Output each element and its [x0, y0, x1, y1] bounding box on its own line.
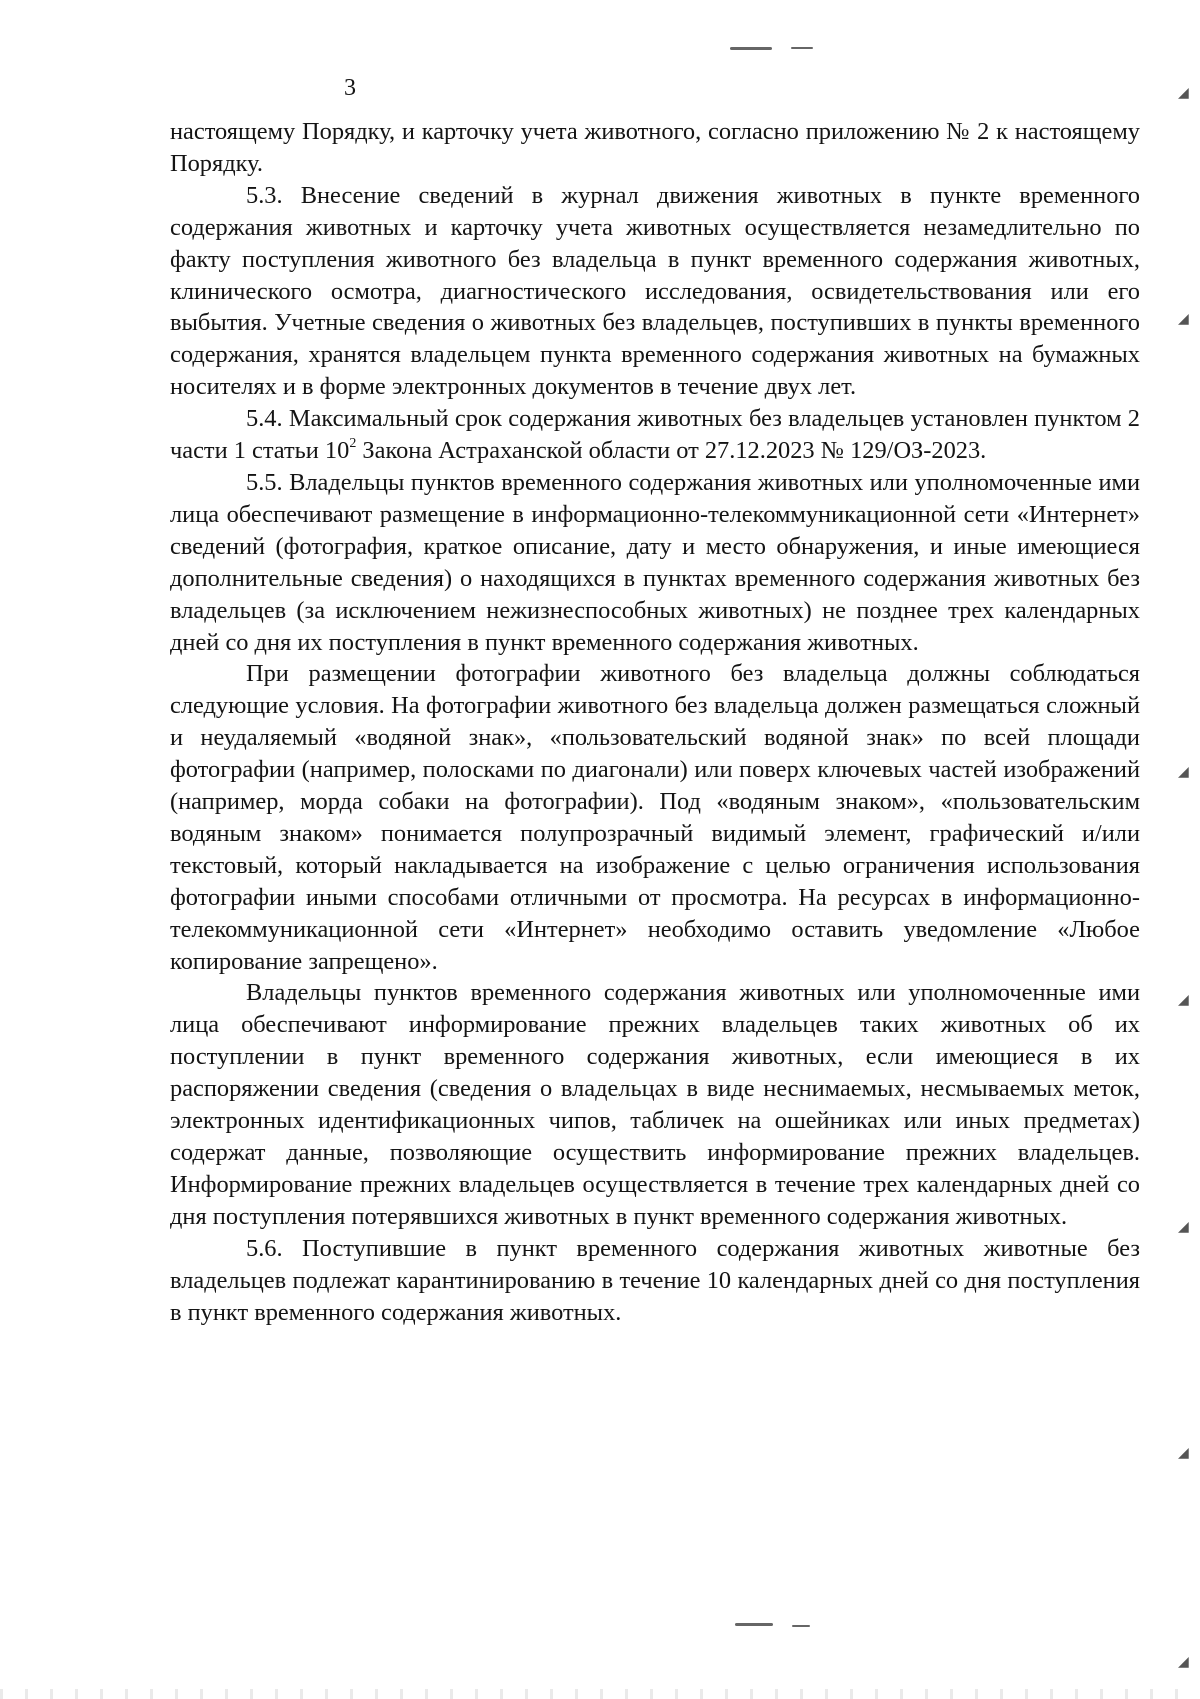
paragraph-5-6: 5.6. Поступившие в пункт временного содержания животных животные без владельцев подлежат карантинированию в течение 10 календарных дней со дня поступления в пункт временного содержания животных. [170, 1234, 1140, 1326]
scan-mark-bottom-small [792, 1625, 810, 1627]
scan-mark-top-small [791, 47, 813, 49]
paragraph-5-3: 5.3. Внесение сведений в журнал движения животных в пункте временного содержания животных и карточку учета животных осуществляется незамедлительно по факту поступления животного без владельца в пункт временного содержания животных, клинического осмотра, диагностического исследования, освидетельствования или его выбытия. Учетные сведения о животных без владельцев, поступивших в пункты временного содержания, хранятся владельцем пункта временного содержания животных на бумажных носителях и в форме электронных документов в течение двух лет. [170, 181, 1140, 401]
scan-edge-mark: ◢ [1178, 992, 1189, 1008]
scan-edge-mark: ◢ [1178, 764, 1189, 780]
scan-edge-mark: ◢ [1178, 1219, 1189, 1235]
paragraph-5-4-text-continued: Закона Астраханской области от 27.12.2023 № 129/ОЗ-2023. [356, 437, 987, 465]
superscript: 2 [349, 436, 357, 452]
page-number [0, 74, 1200, 102]
scan-edge-mark: ◢ [1178, 85, 1189, 101]
document-body [170, 116, 1140, 1328]
paragraph-photo-conditions: При размещении фотографии животного без владельца должны соблюдаться следующие условия. На фотографии животного без владельца должен размещаться сложный и неудаляемый «водяной знак», «пользовательский водяной знак» по всей площади фотографии (например, полосками по диагонали) или поверх ключевых частей изображений (например, морда собаки на фотографии). Под «водяным знаком», «пользовательским водяным знаком» понимается полупрозрачный видимый элемент, графический и/или текстовый, который накладывается на изображение с целью ограничения использования фотографии иными способами отличными от просмотра. На ресурсах в информационно-телекоммуникационной сети «Интернет» необходимо оставить уведомление «Любое копирование запрещено». [170, 660, 1140, 975]
scan-mark-top [730, 47, 772, 50]
page-number-value: 3 [344, 75, 356, 101]
paragraph-5-5: 5.5. Владельцы пунктов временного содержания животных или уполномоченные ими лица обеспечивают размещение в информационно-телекоммуникационной сети «Интернет» сведений (фотография, краткое описание, дату и место обнаружения, и иные имеющиеся дополнительные сведения) о находящихся в пунктах временного содержания животных без владельцев (за исключением нежизнеспособных животных) не позднее трех календарных дней со дня их поступления в пункт временного содержания животных. [170, 468, 1140, 656]
scan-edge-mark: ◢ [1178, 1445, 1189, 1461]
scan-bottom-edge [0, 1689, 1200, 1699]
scan-mark-bottom [735, 1623, 773, 1626]
scan-edge-mark: ◢ [1178, 1654, 1189, 1670]
paragraph-owner-information: Владельцы пунктов временного содержания животных или уполномоченные ими лица обеспечивают информирование прежних владельцев таких животных об их поступлении в пункт временного содержания животных, если имеющиеся в их распоряжении сведения (сведения о владельцах в виде неснимаемых, несмываемых меток, электронных идентификационных чипов, табличек на ошейниках или иных предметах) содержат данные, позволяющие осуществить информирование прежних владельцев. Информирование прежних владельцев осуществляется в течение трех календарных дней со дня поступления потерявшихся животных в пункт временного содержания животных. [170, 979, 1140, 1230]
paragraph-5-4 [170, 403, 1140, 467]
scan-edge-mark: ◢ [1178, 311, 1189, 327]
paragraph-5-4-text: 5.4. Максимальный срок содержания животных без владельцев установлен пунктом 2 части 1 статьи 10 [170, 405, 1140, 465]
paragraph-continuation: настоящему Порядку, и карточку учета животного, согласно приложению № 2 к настоящему Порядку. [170, 118, 1140, 177]
